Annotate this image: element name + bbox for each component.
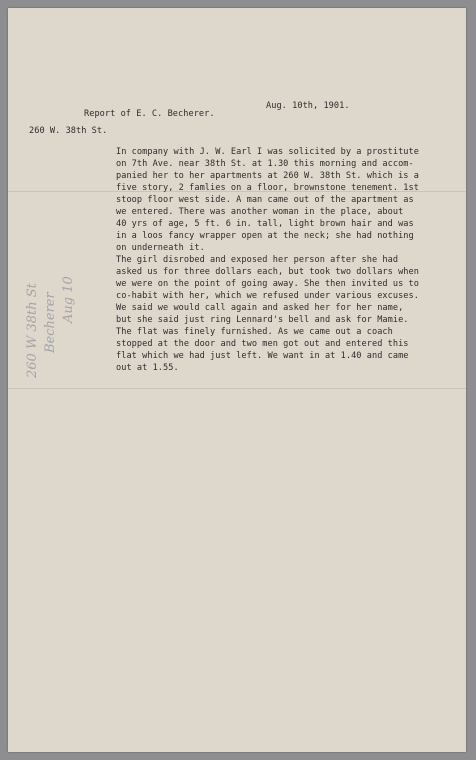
body-line: co-habit with her, which we refused under various excuses.	[116, 291, 419, 301]
report-date: Aug. 10th, 1901.	[266, 101, 350, 111]
body-line: on underneath it.	[116, 243, 205, 253]
body-line: we were on the point of going away. She then invited us to	[116, 279, 419, 289]
body-line: flat which we had just left. We want in at 1.40 and came	[116, 351, 409, 361]
body-line: asked us for three dollars each, but took two dollars when	[116, 267, 419, 277]
body-line: five story, 2 famlies on a floor, brownstone tenement. 1st	[116, 183, 419, 193]
body-line: We said we would call again and asked her for her name,	[116, 303, 404, 313]
body-line: in a loos fancy wrapper open at the neck; she had nothing	[116, 231, 414, 241]
body-line: The flat was finely furnished. As we came out a coach	[116, 327, 393, 337]
body-line: In company with J. W. Earl I was solicited by a prostitute	[116, 147, 419, 157]
document-page	[8, 8, 466, 752]
body-line: panied her to her apartments at 260 W. 38th St. which is a	[116, 171, 419, 181]
pencil-margin-notes	[21, 203, 81, 393]
body-line: The girl disrobed and exposed her person after she had	[116, 255, 399, 265]
report-address: 260 W. 38th St.	[29, 126, 108, 136]
body-line: we entered. There was another woman in the place, about	[116, 207, 404, 217]
body-line: but she said just ring Lennard's bell and ask for Mamie.	[116, 315, 409, 325]
report-body	[116, 146, 456, 374]
margin-note: Becherer	[43, 292, 58, 353]
margin-note: 260 W 38th St	[25, 283, 40, 378]
report-title: Report of E. C. Becherer.	[84, 109, 215, 119]
body-line: out at 1.55.	[116, 363, 179, 373]
body-line: 40 yrs of age, 5 ft. 6 in. tall, light brown hair and was	[116, 219, 414, 229]
body-line: stoop floor west side. A man came out of the apartment as	[116, 195, 414, 205]
margin-note: Aug 10	[61, 276, 76, 323]
body-line: stopped at the door and two men got out and entered this	[116, 339, 409, 349]
body-line: on 7th Ave. near 38th St. at 1.30 this morning and accom-	[116, 159, 414, 169]
